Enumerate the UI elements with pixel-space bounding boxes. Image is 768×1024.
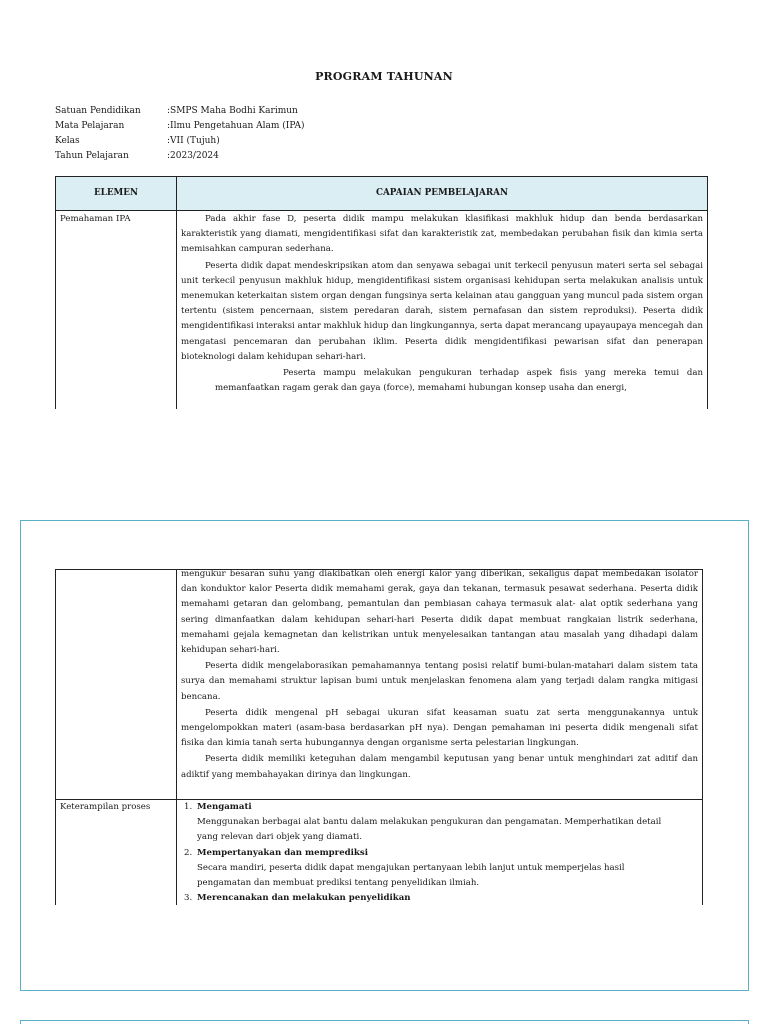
paragraph: Peserta mampu melakukan pengukuran terhadap aspek fisis yang mereka temui dan memanfaatkan ragam gerak dan gaya (force), memahami hubungan konsep usaha dan energi,	[215, 368, 703, 394]
element-cell: Keterampilan proses	[56, 800, 177, 906]
info-label: Tahun Pelajaran	[55, 151, 129, 161]
table-row	[56, 800, 703, 906]
skill-item	[181, 891, 698, 905]
paragraph: Peserta didik mengenal pH sebagai ukuran sifat keasaman suatu zat serta menggunakannya untuk mengelompokkan materi (asam-basa berdasarkan pH nya). Dengan pemahaman ini peserta didik mengenali sifat fisika dan kimia tanah serta hubungannya dengan organisme serta pelestarian lingkungan.	[181, 707, 698, 749]
header-elemen: ELEMEN	[56, 177, 177, 211]
identity-block	[55, 104, 305, 164]
table-row	[56, 570, 703, 800]
table-clip-page-one	[55, 176, 708, 409]
info-label: Mata Pelajaran	[55, 121, 125, 131]
achievement-cell	[177, 211, 708, 410]
paragraph: Peserta didik dapat mendeskripsikan atom dan senyawa sebagai unit terkecil penyusun materi serta sel sebagai unit terkecil penyusun makhluk hidup, mengidentifikasi sistem organisasi kehidupan serta melakukan analisis untuk menemukan keterkaitan sistem organ dengan fungsinya serta kelainan atau gangguan yang muncul pada sistem organ tertentu (sistem pencernaan, sistem peredaran darah, sistem pernafasan dan sistem reproduksi). Peserta didik mengidentifikasi interaksi antar makhluk hidup dan lingkungannya, serta dapat merancang upayaupaya mencegah dan mengatasi pencemaran dan perubahan iklim. Peserta didik mengidentifikasi pewarisan sifat dan penerapan bioteknologi dalam kehidupan sehari-hari.	[181, 260, 703, 362]
info-row	[55, 104, 305, 119]
page-one	[0, 0, 768, 500]
skill-heading	[181, 846, 698, 861]
header-capaian: CAPAIAN PEMBELAJARAN	[177, 177, 708, 211]
skill-title: Mengamati	[197, 802, 252, 812]
info-value: :Ilmu Pengetahuan Alam (IPA)	[167, 121, 305, 131]
skill-title: Merencanakan dan melakukan penyelidikan	[197, 893, 411, 904]
table-header-row	[56, 177, 708, 211]
info-row	[55, 134, 305, 149]
info-value: :SMPS Maha Bodhi Karimun	[167, 106, 298, 116]
skill-description: Menggunakan berbagai alat bantu dalam melakukan pengukuran dan pengamatan. Memperhatikan detail yang relevan dari objek yang diamati.	[197, 817, 662, 843]
table-clip-page-two	[55, 569, 703, 905]
info-row	[55, 149, 305, 164]
paragraph: Pada akhir fase D, peserta didik mampu melakukan klasifikasi makhluk hidup dan benda berdasarkan karakteristik yang diamati, mengidentifikasi sifat dan karakteristik zat, membedakan perubahan fisik dan kimia serta memisahkan campuran sederhana.	[181, 214, 703, 255]
page-three-frame	[20, 1020, 749, 1024]
skills-list	[181, 800, 698, 905]
curriculum-table	[55, 176, 708, 409]
skill-number: 1.	[184, 802, 193, 812]
skill-item	[181, 800, 698, 846]
skill-heading	[181, 891, 698, 905]
curriculum-table-continued	[55, 569, 703, 905]
document-title: PROGRAM TAHUNAN	[315, 70, 453, 83]
skill-number: 2.	[184, 847, 193, 858]
skill-item	[181, 846, 698, 892]
info-value: :VII (Tujuh)	[167, 136, 220, 146]
element-cell-empty	[56, 570, 177, 800]
paragraph: Peserta didik memiliki keteguhan dalam mengambil keputusan yang benar untuk menghindari zat aditif dan adiktif yang membahayakan dirinya dan lingkungan.	[181, 754, 698, 780]
skills-cell	[177, 800, 703, 906]
paragraph: mengukur besaran suhu yang diakibatkan oleh energi kalor yang diberikan, sekaligus dapat membedakan isolator dan konduktor kalor Peserta didik memahami gerak, gaya dan tekanan, termasuk pesawat sederhana. Peserta didik memahami getaran dan gelombang, pemantulan dan pembiasan cahaya termasuk alat- alat optik sederhana yang sering dimanfaatkan dalam kehidupan sehari-hari Peserta didik dapat membuat rangkaian listrik sederhana, memahami gejala kemagnetan dan kelistrikan untuk menyelesaikan tantangan atau masalah yang dihadapi dalam kehidupan sehari-hari.	[181, 569, 698, 656]
achievement-cell	[177, 570, 703, 800]
table-row	[56, 211, 708, 410]
skill-number: 3.	[184, 893, 193, 904]
info-label: Kelas	[55, 136, 80, 146]
info-label: Satuan Pendidikan	[55, 106, 141, 116]
info-row	[55, 119, 305, 134]
skill-title: Mempertanyakan dan memprediksi	[197, 847, 368, 858]
paragraph: Peserta didik mengelaborasikan pemahamannya tentang posisi relatif bumi-bulan-matahari dalam sistem tata surya dan memahami struktur lapisan bumi untuk menjelaskan fenomena alam yang terjadi dalam rangka mitigasi bencana.	[181, 661, 698, 702]
skill-description: Secara mandiri, peserta didik dapat mengajukan pertanyaan lebih lanjut untuk memperjelas hasil pengamatan dan membuat prediksi tentang penyelidikan ilmiah.	[197, 862, 625, 889]
element-cell: Pemahaman IPA	[56, 211, 177, 410]
info-value: :2023/2024	[167, 151, 219, 161]
skill-heading	[181, 800, 698, 815]
